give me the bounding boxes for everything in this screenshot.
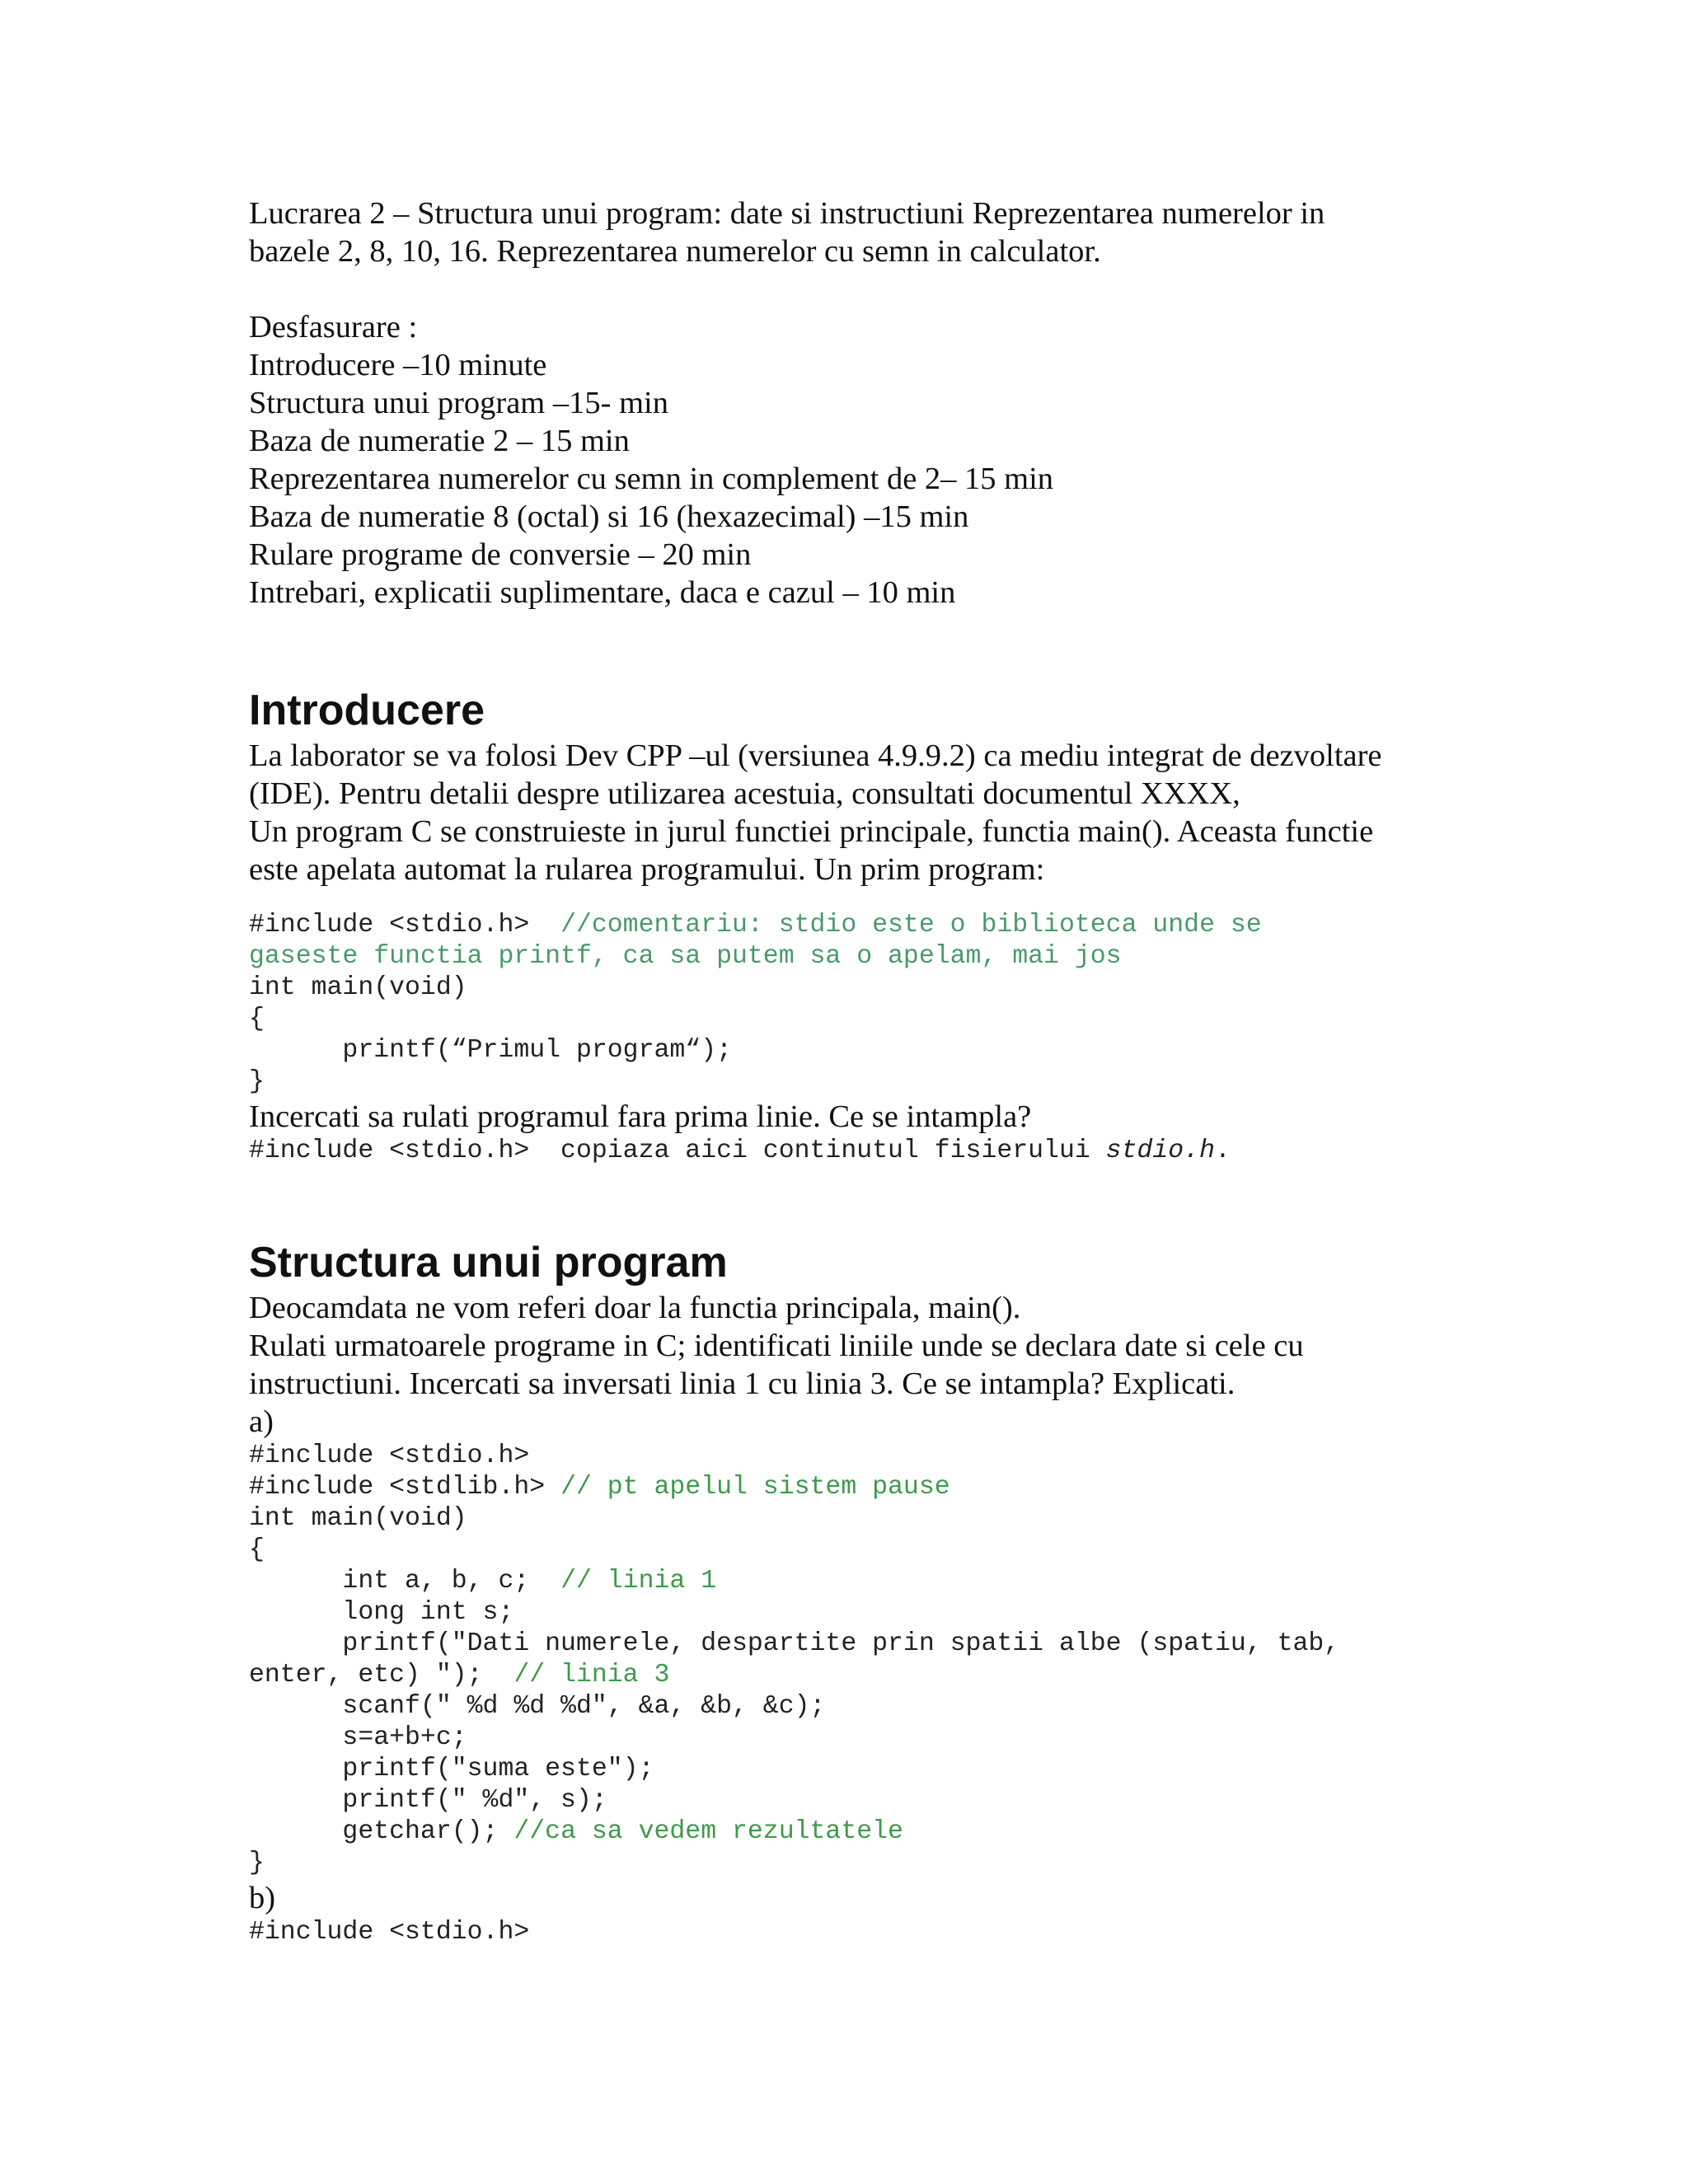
intro-paragraph-line: este apelata automat la rularea programului. Un prim program: <box>249 852 1045 887</box>
doc-title-line-1: Lucrarea 2 – Structura unui program: date si instructiuni Reprezentarea numerelor in <box>249 196 1325 231</box>
code-line <box>249 941 1461 972</box>
code-line <box>249 1566 1461 1597</box>
schedule-item: Rulare programe de conversie – 20 min <box>249 537 752 572</box>
schedule-item: Baza de numeratie 8 (octal) si 16 (hexazecimal) –15 min <box>249 499 969 534</box>
code-line: #include <stdio.h> <box>249 1441 530 1470</box>
code-line <box>249 1660 1461 1691</box>
code-line: long int s; <box>249 1598 514 1627</box>
code-line: printf(“Primul program“); <box>249 1036 732 1065</box>
code-block-example-a <box>249 1441 1461 1879</box>
structure-paragraph-line: Rulati urmatoarele programe in C; identificati liniile unde se declara date si cele cu <box>249 1329 1304 1363</box>
include-explanation-line <box>249 1136 1461 1167</box>
code-text: getchar(); <box>249 1817 514 1846</box>
code-line <box>249 1472 1461 1503</box>
spacer <box>249 612 1461 684</box>
document-content <box>249 194 1461 1948</box>
code-line: #include <stdio.h> <box>249 1918 530 1947</box>
code-text: enter, etc) "); <box>249 1661 514 1690</box>
schedule-item: Introducere –10 minute <box>249 348 547 382</box>
doc-title-line-2: bazele 2, 8, 10, 16. Reprezentarea numerelor cu semn in calculator. <box>249 234 1101 269</box>
structure-paragraph-line: Deocamdata ne vom referi doar la functia principala, main(). <box>249 1291 1021 1325</box>
schedule-item: Reprezentarea numerelor cu semn in complement de 2– 15 min <box>249 462 1054 496</box>
code-line: { <box>249 1005 265 1033</box>
code-text: int a, b, c; <box>249 1567 561 1596</box>
intro-paragraph-line: Un program C se construieste in jurul functiei principale, functia main(). Aceasta functie <box>249 814 1374 849</box>
code-text: #include <stdio.h> copiaza aici continutul fisierului <box>249 1137 1106 1165</box>
code-comment: //ca sa vedem rezultatele <box>513 1817 903 1846</box>
example-label-b: b) <box>249 1881 276 1915</box>
heading-introducere: Introducere <box>249 687 485 734</box>
code-comment: // pt apelul sistem pause <box>560 1473 950 1502</box>
spacer <box>249 270 1461 308</box>
code-line: scanf(" %d %d %d", &a, &b, &c); <box>249 1692 826 1721</box>
schedule-item: Intrebari, explicatii suplimentare, daca e cazul – 10 min <box>249 575 956 610</box>
code-comment: // linia 1 <box>560 1567 717 1596</box>
code-text: #include <stdlib.h> <box>249 1473 561 1502</box>
code-line: printf("Dati numerele, despartite prin spatii albe (spatiu, tab, <box>249 1629 1340 1658</box>
intro-paragraph-line: (IDE). Pentru detalii despre utilizarea acestuia, consultati documentul XXXX, <box>249 776 1240 811</box>
schedule-label: Desfasurare : <box>249 310 418 344</box>
code-line: printf("suma este"); <box>249 1755 654 1783</box>
code-line: printf(" %d", s); <box>249 1786 607 1815</box>
code-line: } <box>249 1849 265 1877</box>
example-label-a: a) <box>249 1404 274 1439</box>
spacer <box>249 888 1461 910</box>
structure-paragraph-line: instructiuni. Incercati sa inversati linia 1 cu linia 3. Ce se intampla? Explicati. <box>249 1366 1236 1401</box>
code-filename: stdio.h <box>1105 1137 1215 1165</box>
code-text: . <box>1215 1137 1231 1165</box>
code-comment: //comentariu: stdio este o biblioteca unde se <box>560 911 1262 940</box>
code-line <box>249 1816 1461 1848</box>
spacer <box>249 1167 1461 1236</box>
code-line: int main(void) <box>249 1504 467 1533</box>
code-line: { <box>249 1535 265 1564</box>
code-line: s=a+b+c; <box>249 1723 467 1752</box>
intro-question: Incercati sa rulati programul fara prima linie. Ce se intampla? <box>249 1099 1032 1134</box>
schedule-item: Baza de numeratie 2 – 15 min <box>249 424 630 458</box>
code-comment: // linia 3 <box>513 1661 670 1690</box>
code-block-example-b <box>249 1917 1461 1948</box>
schedule-item: Structura unui program –15- min <box>249 386 668 420</box>
code-block-first-program <box>249 910 1461 1098</box>
heading-structura: Structura unui program <box>249 1239 728 1286</box>
code-line: } <box>249 1067 265 1096</box>
code-line <box>249 910 1461 941</box>
code-text: #include <stdio.h> <box>249 911 561 940</box>
intro-paragraph-line: La laborator se va folosi Dev CPP –ul (versiunea 4.9.9.2) ca mediu integrat de dezvoltare <box>249 738 1382 773</box>
code-comment: gaseste functia printf, ca sa putem sa o apelam, mai jos <box>249 942 1122 971</box>
code-line: int main(void) <box>249 973 467 1002</box>
